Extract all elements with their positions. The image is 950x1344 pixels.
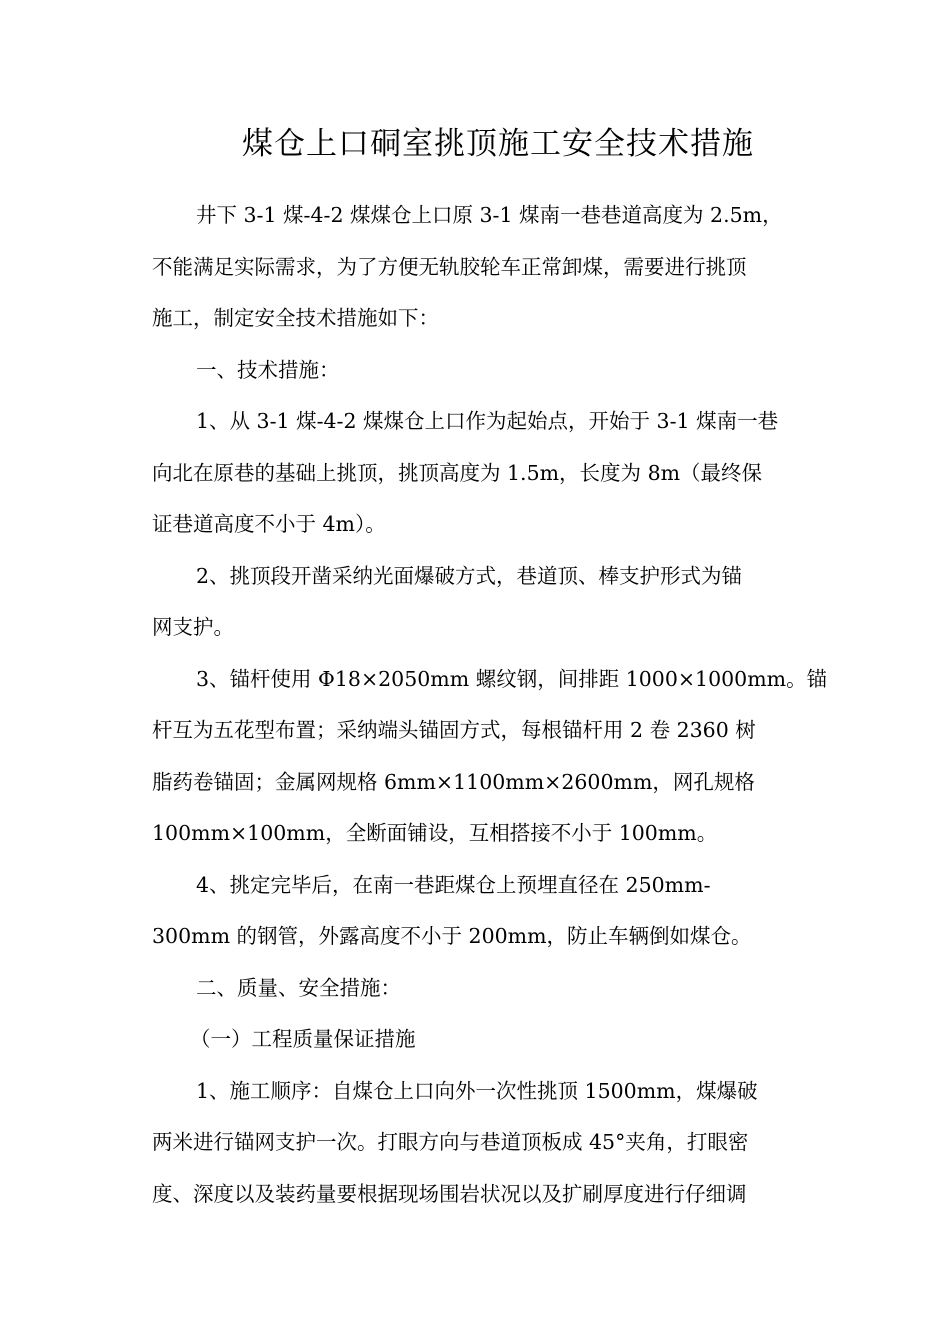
section-heading-quality-safety: 二、质量、安全措施：	[196, 976, 401, 1000]
body-line-9: 网支护。	[152, 615, 234, 639]
body-line-11: 杆互为五花型布置；采纳端头锚固方式，每根锚杆用 2 卷 2360 树	[152, 718, 756, 742]
body-line-18: 1、施工顺序：自煤仓上口向外一次性挑顶 1500mm，煤爆破	[196, 1079, 758, 1103]
subsection-heading-quality: （一）工程质量保证措施	[190, 1027, 416, 1051]
body-line-6: 向北在原巷的基础上挑顶，挑顶高度为 1.5m，长度为 8m（最终保	[152, 461, 763, 485]
body-line-5: 1、从 3-1 煤-4-2 煤煤仓上口作为起始点，开始于 3-1 煤南一巷	[196, 409, 779, 433]
body-line-12: 脂药卷锚固；金属网规格 6mm×1100mm×2600mm，网孔规格	[152, 770, 755, 794]
body-line-7: 证巷道高度不小于 4m）。	[152, 512, 386, 536]
body-line-19: 两米进行锚网支护一次。打眼方向与巷道顶板成 45°夹角，打眼密	[152, 1130, 749, 1154]
document-title: 煤仓上口硐室挑顶施工安全技术措施	[242, 126, 754, 162]
body-line-8: 2、挑顶段开凿采纳光面爆破方式，巷道顶、棒支护形式为锚	[196, 564, 743, 588]
section-heading-technical: 一、技术措施：	[196, 358, 340, 382]
body-line-20: 度、深度以及装药量要根据现场围岩状况以及扩刷厚度进行仔细调	[152, 1182, 747, 1206]
body-line-13: 100mm×100mm，全断面铺设，互相搭接不小于 100mm。	[152, 821, 718, 845]
body-line-3: 施工，制定安全技术措施如下：	[152, 306, 439, 330]
body-line-2: 不能满足实际需求，为了方便无轨胶轮车正常卸煤，需要进行挑顶	[152, 255, 747, 279]
body-line-10: 3、锚杆使用 Φ18×2050mm 螺纹钢，间排距 1000×1000mm。锚	[196, 667, 828, 691]
body-line-1: 井下 3-1 煤-4-2 煤煤仓上口原 3-1 煤南一巷巷道高度为 2.5m，	[196, 203, 783, 227]
body-line-14: 4、挑定完毕后，在南一巷距煤仓上预埋直径在 250mm-	[196, 873, 711, 897]
body-line-15: 300mm 的钢管，外露高度不小于 200mm，防止车辆倒如煤仓。	[152, 924, 752, 948]
